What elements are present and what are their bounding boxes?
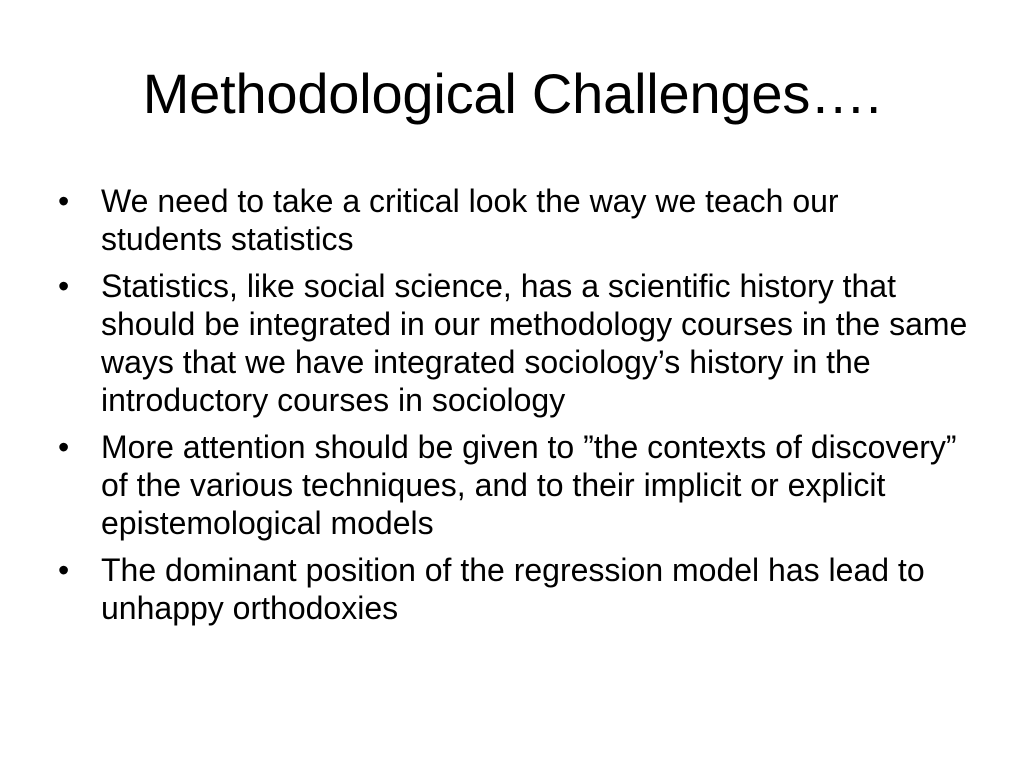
bullet-item	[58, 267, 968, 419]
bullet-text: The dominant position of the regression model has lead to unhappy orthodoxies	[101, 552, 925, 626]
bullet-text: We need to take a critical look the way we teach our students statistics	[101, 183, 839, 257]
bullet-item	[58, 551, 968, 627]
bullet-marker: •	[58, 429, 70, 465]
bullet-list	[58, 182, 968, 636]
slide-title: Methodological Challenges….	[142, 62, 882, 125]
bullet-item	[58, 182, 968, 258]
bullet-marker: •	[58, 268, 70, 304]
bullet-marker: •	[58, 183, 70, 219]
bullet-text: Statistics, like social science, has a scientific history that should be integrated in our methodology courses in the same ways that we have integrated sociology’s history in the introductory courses in sociology	[101, 268, 968, 418]
bullet-text: More attention should be given to ”the contexts of discovery” of the various techniques, and to their implicit or explicit epistemological models	[101, 429, 957, 541]
bullet-marker: •	[58, 552, 70, 588]
bullet-item	[58, 428, 968, 542]
